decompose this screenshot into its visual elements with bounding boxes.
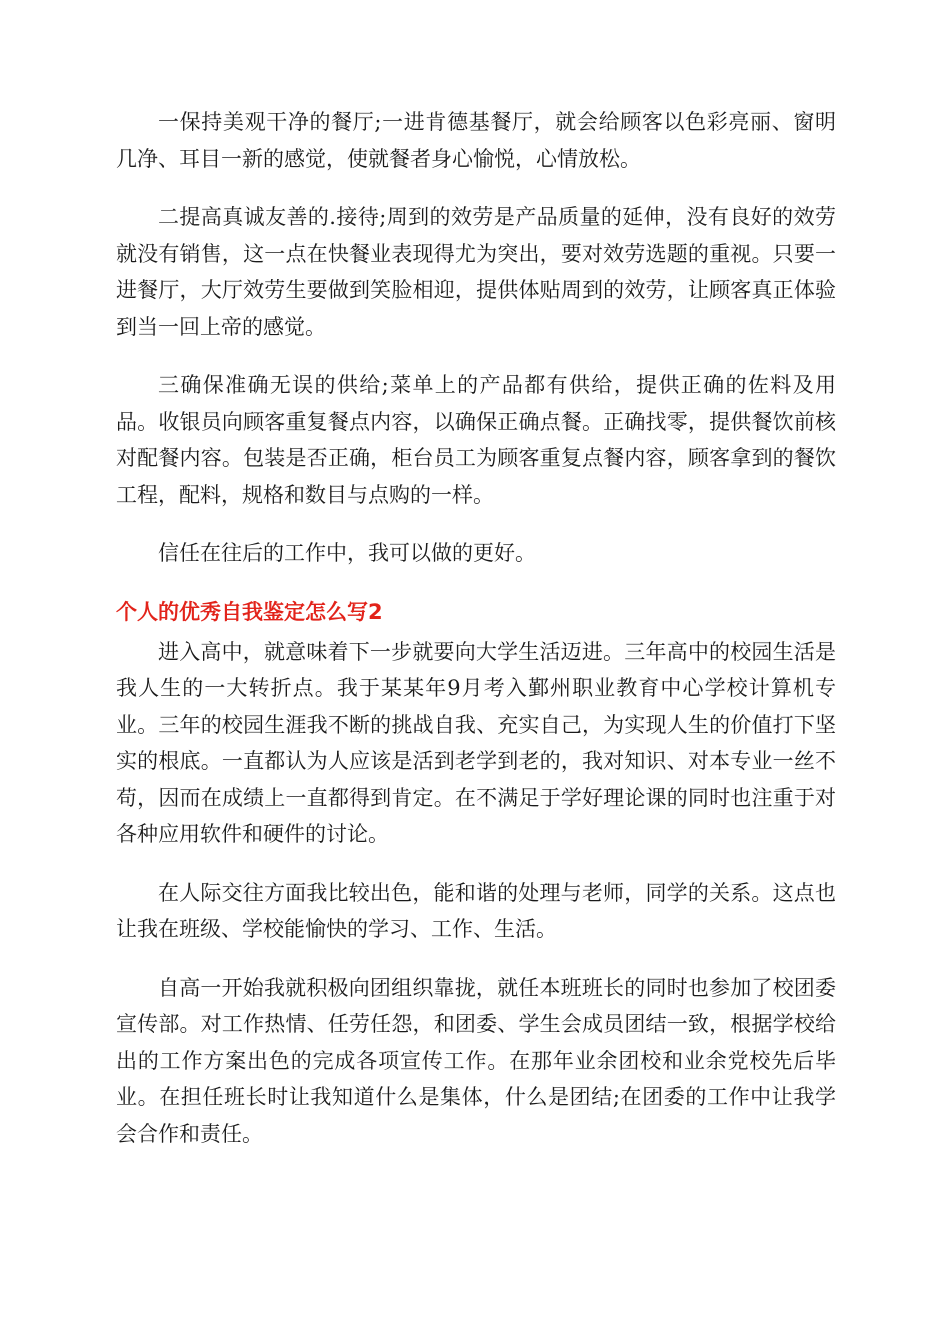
paragraph-clean-restaurant: 一保持美观干净的餐厅;一进肯德基餐厅，就会给顾客以色彩亮丽、窗明几净、耳目一新的感觉，使就餐者身心愉悦，心情放松。 (116, 110, 836, 171)
paragraph-league-work: 自高一开始我就积极向团组织靠拢，就任本班班长的同时也参加了校团委宣传部。对工作热情、任劳任怨，和团委、学生会成员团结一致，根据学校给出的工作方案出色的完成各项宣传工作。在那年业余团校和业余党校先后毕业。在担任班长时让我知道什么是集体，什么是团结;在团委的工作中让我学会合作和责任。 (116, 975, 836, 1146)
paragraph-high-school-life: 进入高中，就意味着下一步就要向大学生活迈进。三年高中的校园生活是我人生的一大转折点。我于某某年9月考入鄞州职业教育中心学校计算机专业。三年的校园生涯我不断的挑战自我、充实自己，为实现人生的价值打下坚实的根底。一直都认为人应该是活到老学到老的，我对知识、对本专业一丝不苟，因而在成绩上一直都得到肯定。在不满足于学好理论课的同时也注重于对各种应用软件和硬件的讨论。 (116, 639, 836, 846)
paragraph-accurate-supply: 三确保准确无误的供给;菜单上的产品都有供给，提供正确的佐料及用品。收银员向顾客重复餐点内容，以确保正确点餐。正确找零，提供餐饮前核对配餐内容。包装是否正确，柜台员工为顾客重复点餐内容，顾客拿到的餐饮工程，配料，规格和数目与点购的一样。 (116, 373, 836, 507)
paragraph-friendly-service: 二提高真诚友善的.接待;周到的效劳是产品质量的延伸，没有良好的效劳就没有销售，这一点在快餐业表现得尤为突出，要对效劳选题的重视。只要一进餐厅，大厅效劳生要做到笑脸相迎，提供体贴周到的效劳，让顾客真正体验到当一回上帝的感觉。 (116, 205, 836, 339)
section-heading: 个人的优秀自我鉴定怎么写2 (116, 599, 383, 624)
paragraph-closing-statement: 信任在往后的工作中，我可以做的更好。 (158, 541, 536, 565)
paragraph-interpersonal: 在人际交往方面我比较出色，能和谐的处理与老师，同学的关系。这点也让我在班级、学校能愉快的学习、工作、生活。 (116, 880, 836, 941)
document-body (116, 104, 836, 1174)
